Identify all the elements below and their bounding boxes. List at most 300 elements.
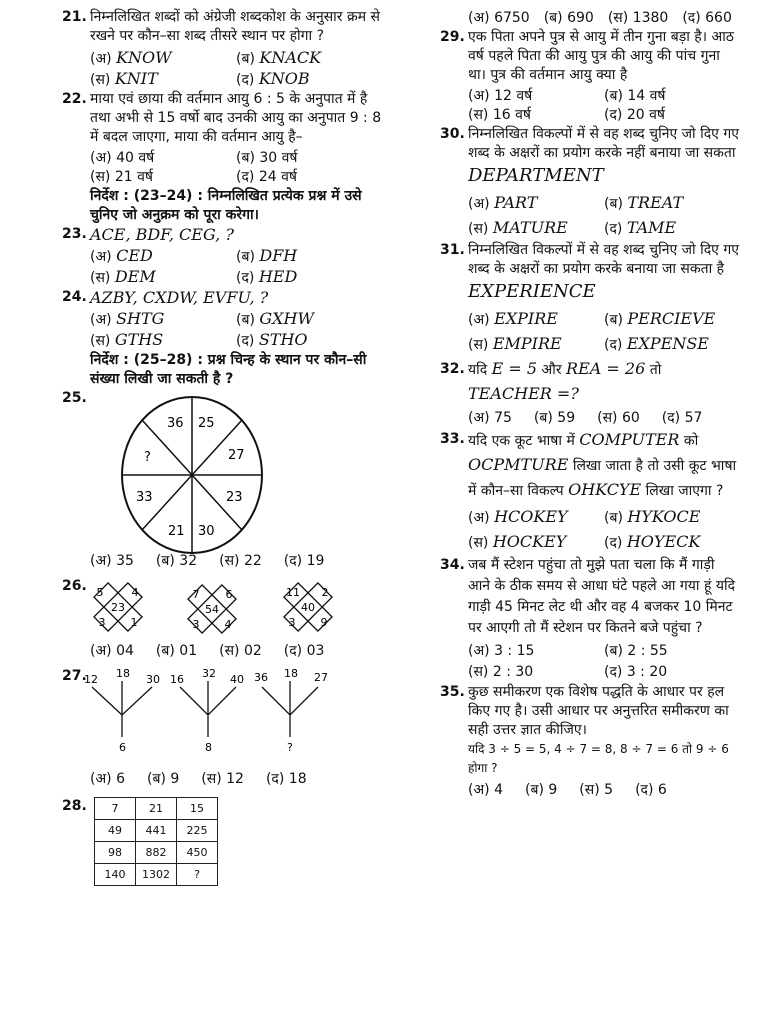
question-29 <box>440 28 740 85</box>
diamond-figure-1 <box>84 577 152 639</box>
option[interactable] <box>468 505 604 530</box>
table-cell: 225 <box>177 820 218 842</box>
option-key: (द) <box>604 535 623 551</box>
option-value: 3 : 20 <box>626 664 668 680</box>
option-value: 3 : 15 <box>494 643 535 659</box>
circle-value: 36 <box>167 416 184 431</box>
option-value: 03 <box>306 643 325 659</box>
option[interactable] <box>284 641 325 661</box>
option-value: 18 <box>288 771 307 787</box>
question-25 <box>62 389 382 549</box>
option[interactable] <box>604 505 740 530</box>
option[interactable] <box>90 168 236 187</box>
option-key: (स) <box>468 221 489 237</box>
table-row <box>95 798 218 820</box>
option-value: EXPENSE <box>626 334 709 353</box>
option-value: HED <box>258 267 298 286</box>
question-number: 27. <box>62 668 87 684</box>
option[interactable] <box>468 8 530 28</box>
option[interactable] <box>90 246 236 267</box>
option-value: 35 <box>116 553 134 569</box>
question-31 <box>440 241 740 305</box>
option-key: (अ) <box>90 771 112 787</box>
tree-value: 12 <box>84 673 98 686</box>
circle-figure <box>92 395 292 555</box>
circle-value: 25 <box>198 416 215 431</box>
option-key: (स) <box>468 535 489 551</box>
circle-value: 30 <box>198 524 215 539</box>
option-key: (स) <box>201 771 222 787</box>
diamond-value: 9 <box>320 616 328 629</box>
options-21 <box>62 48 382 90</box>
options-26 <box>62 641 382 661</box>
given-word: DEPARTMENT <box>468 165 604 186</box>
question-23 <box>62 225 382 244</box>
table-cell: 21 <box>136 798 177 820</box>
tree-value: 6 <box>119 741 126 754</box>
diamond-figure-3 <box>274 577 342 639</box>
option-value: KNOB <box>258 69 310 88</box>
question-number: 32. <box>440 361 465 377</box>
table-cell: 7 <box>95 798 136 820</box>
option-key: (अ) <box>468 10 490 26</box>
option-key: (ब) <box>236 51 255 67</box>
option-key: (अ) <box>468 510 490 526</box>
option-key: (द) <box>283 643 303 659</box>
option-key: (अ) <box>90 249 112 265</box>
option-key: (स) <box>90 72 111 88</box>
tree-value: 30 <box>146 673 160 686</box>
question-number: 29. <box>440 29 465 45</box>
option-key: (अ) <box>468 410 490 426</box>
diamond-value: 4 <box>131 586 139 599</box>
option-value: 04 <box>116 643 134 659</box>
option-key: (अ) <box>90 553 112 569</box>
question-number: 24. <box>62 289 87 305</box>
diamond-value: 1 <box>130 616 138 629</box>
option-value: 6 <box>657 782 667 798</box>
option-value: 59 <box>557 410 576 426</box>
diamond-value: 4 <box>224 618 232 631</box>
option-key: (स) <box>607 10 629 26</box>
option-key: (स) <box>90 270 111 286</box>
option-value: 75 <box>494 410 512 426</box>
question-24 <box>62 288 382 307</box>
option-key: (अ) <box>468 88 490 104</box>
option-value: KNACK <box>259 48 322 67</box>
options-32 <box>440 408 740 428</box>
option-key: (अ) <box>90 312 112 328</box>
option-value: PERCIEVE <box>627 309 716 328</box>
diamond-value: 3 <box>98 616 106 629</box>
question-text: लिखा जाता है तो उसी कूट भाषा में कौन–सा विकल्प <box>468 458 737 499</box>
option[interactable] <box>236 246 382 267</box>
option[interactable] <box>90 48 236 69</box>
option-value: 9 <box>548 782 558 798</box>
option-key: (द) <box>236 270 255 286</box>
option[interactable] <box>534 408 575 428</box>
given-word: EXPERIENCE <box>468 281 596 302</box>
option[interactable] <box>147 769 179 789</box>
option-value: EMPIRE <box>492 334 562 353</box>
option-value: 2 : 30 <box>492 664 534 680</box>
code-word: COMPUTER <box>579 430 680 449</box>
tree-value: 27 <box>314 671 328 684</box>
option-value: 57 <box>684 410 703 426</box>
option[interactable] <box>236 309 382 330</box>
option-key: (ब) <box>147 771 166 787</box>
question-text: निम्नलिखित विकल्पों में से वह शब्द चुनिए जो दिए गए शब्द के अक्षरों का प्रयोग करके नहीं बनाया जा सकता <box>468 126 739 161</box>
option-key: (अ) <box>90 643 112 659</box>
table-cell: ? <box>177 864 218 886</box>
tree-value: 32 <box>202 667 216 680</box>
option-value: GXHW <box>259 309 314 328</box>
circle-value: 23 <box>226 490 243 505</box>
option-value: 12 वर्ष <box>494 88 533 104</box>
option-value: EXPIRE <box>494 309 558 328</box>
option-key: (ब) <box>155 643 175 659</box>
option-key: (ब) <box>236 249 255 265</box>
question-text: तो <box>649 362 662 378</box>
option[interactable] <box>525 780 557 800</box>
option[interactable] <box>90 149 236 168</box>
question-30 <box>440 125 740 189</box>
option-key: (द) <box>236 169 255 185</box>
tree-figure-1 <box>84 667 160 754</box>
number-table <box>94 797 218 886</box>
instruction-23-24: निर्देश : (23–24) : निम्नलिखित प्रत्येक प्रश्न में उसे चुनिए जो अनुक्रम को पूरा करेगा। <box>90 188 362 223</box>
options-27 <box>62 769 382 789</box>
option-value: 22 <box>243 553 262 569</box>
option-key: (स) <box>468 337 489 353</box>
option[interactable] <box>604 641 740 662</box>
option[interactable] <box>468 307 604 332</box>
option-key: (अ) <box>468 196 490 212</box>
table-cell: 49 <box>95 820 136 842</box>
option-value: DEM <box>114 267 156 286</box>
option-value: 14 वर्ष <box>627 88 666 104</box>
option-key: (द) <box>604 221 623 237</box>
option-key: (ब) <box>533 410 553 426</box>
option-value: 9 <box>170 771 180 787</box>
option[interactable] <box>604 307 740 332</box>
question-text: कुछ समीकरण एक विशेष पद्धति के आधार पर हल किए गए है। उसी आधार पर अनुत्तरित समीकरण का सही उत्तर ज्ञात कीजिए। <box>468 684 729 738</box>
left-column <box>62 8 382 888</box>
option-key: (द) <box>635 782 654 798</box>
question-32 <box>440 357 740 406</box>
option[interactable] <box>90 267 236 288</box>
question-number: 25. <box>62 390 87 406</box>
options-30 <box>440 191 740 241</box>
option[interactable] <box>604 662 740 683</box>
option-key: (स) <box>219 643 240 659</box>
option-value: 690 <box>567 10 594 26</box>
option-value: SHTG <box>116 309 165 328</box>
right-column <box>440 8 740 800</box>
circle-value: ? <box>144 450 151 465</box>
table-cell: 882 <box>136 842 177 864</box>
option[interactable] <box>468 780 503 800</box>
option-value: 12 <box>226 771 244 787</box>
options-22 <box>62 149 382 187</box>
circle-value: 27 <box>228 448 245 463</box>
option-key: (द) <box>236 72 255 88</box>
equation: यदि 3 ÷ 5 = 5, 4 ÷ 7 = 8, 8 ÷ 7 = 6 तो 9 ÷ 6 होगा ? <box>468 742 729 775</box>
option-value: CED <box>116 246 153 265</box>
option-value: 32 <box>179 553 198 569</box>
option[interactable] <box>468 332 604 357</box>
table-cell: 15 <box>177 798 218 820</box>
option-value: HYKOCE <box>627 507 701 526</box>
options-28 <box>440 8 740 28</box>
options-29 <box>440 87 740 125</box>
tree-value: 8 <box>205 741 212 754</box>
option-value: 21 वर्ष <box>114 169 153 185</box>
option-value: 1380 <box>632 10 669 26</box>
option-value: PART <box>494 193 538 212</box>
question-34 <box>440 555 740 639</box>
option-key: (द) <box>604 337 623 353</box>
question-number: 34. <box>440 557 465 573</box>
tree-value: 18 <box>116 667 130 680</box>
question-number: 28. <box>62 798 87 814</box>
diamond-figure-2 <box>178 577 246 639</box>
option-key: (द) <box>265 771 285 787</box>
equation: E = 5 <box>491 359 538 378</box>
question-21 <box>62 8 382 46</box>
option-value: 30 वर्ष <box>259 150 298 166</box>
option[interactable] <box>608 8 668 28</box>
table-row <box>95 842 218 864</box>
option[interactable] <box>604 530 740 555</box>
option[interactable] <box>266 769 307 789</box>
table-cell: 441 <box>136 820 177 842</box>
option-value: 40 वर्ष <box>116 150 155 166</box>
question-text: यदि एक कूट भाषा में <box>468 433 575 449</box>
tree-value: ? <box>287 741 293 754</box>
option[interactable] <box>468 641 604 662</box>
question-22 <box>62 90 382 147</box>
code-word: OHKCYE <box>568 480 642 499</box>
diamond-value: 7 <box>192 588 200 601</box>
option[interactable] <box>90 769 125 789</box>
table-cell: 98 <box>95 842 136 864</box>
table-cell: 1302 <box>136 864 177 886</box>
option-key: (अ) <box>468 782 490 798</box>
option-value: 19 <box>306 553 325 569</box>
option-key: (स) <box>597 410 618 426</box>
tree-value: 40 <box>230 673 244 686</box>
option-key: (द) <box>661 410 681 426</box>
option[interactable] <box>468 191 604 216</box>
option[interactable] <box>468 216 604 241</box>
question-28 <box>62 797 382 886</box>
option-key: (ब) <box>155 553 175 569</box>
option[interactable] <box>662 408 703 428</box>
option-key: (ब) <box>236 150 255 166</box>
option[interactable] <box>90 309 236 330</box>
question-text: लिखा जाएगा ? <box>645 483 724 499</box>
question-number: 21. <box>62 9 87 25</box>
option-key: (द) <box>682 10 701 26</box>
tree-value: 18 <box>284 667 298 680</box>
equation: REA = 26 <box>566 359 646 378</box>
instruction-25-28: निर्देश : (25–28) : प्रश्न चिन्ह के स्थान पर कौन–सी संख्या लिखी जा सकती है ? <box>90 352 367 387</box>
diamond-value: 23 <box>111 601 125 614</box>
option[interactable] <box>236 69 382 90</box>
option[interactable] <box>682 8 732 28</box>
options-35 <box>440 780 740 800</box>
option[interactable] <box>236 168 382 187</box>
options-24 <box>62 309 382 351</box>
option-key: (ब) <box>604 643 623 659</box>
question-number: 22. <box>62 91 87 107</box>
question-number: 30. <box>440 126 465 142</box>
question-text: AZBY, CXDW, EVFU, ? <box>90 288 269 307</box>
option-key: (द) <box>604 664 623 680</box>
option[interactable] <box>544 8 594 28</box>
question-text: निम्नलिखित शब्दों को अंग्रेजी शब्दकोश के अनुसार क्रम से रखने पर कौन–सा शब्द तीसरे स्थान पर होगा ? <box>90 9 381 44</box>
question-text: जब मैं स्टेशन पहुंचा तो मुझे पता चला कि मैं गाड़ी आने के ठीक समय से आधा घंटे पहले आ गया हूं यदि गाड़ी 45 मिनट लेट थी और वह 4 बजकर 10 मिनट पर आएगी तो मैं स्टेशन पर कितने बजे पहुंचा ? <box>468 557 736 636</box>
option[interactable] <box>201 769 244 789</box>
option[interactable] <box>604 216 740 241</box>
question-number: 31. <box>440 242 465 258</box>
diamond-value: 3 <box>192 618 200 631</box>
option-value: 6 <box>116 771 125 787</box>
question-text: यदि <box>468 362 488 378</box>
option[interactable] <box>90 641 134 661</box>
table-row <box>95 864 218 886</box>
diamond-value: 5 <box>96 586 104 599</box>
question-text: और <box>541 362 562 378</box>
option-key: (द) <box>283 553 303 569</box>
option-key: (स) <box>468 107 489 123</box>
question-number: 26. <box>62 578 87 594</box>
option[interactable] <box>468 87 604 106</box>
question-text: निम्नलिखित विकल्पों में से वह शब्द चुनिए जो दिए गए शब्द के अक्षरों का प्रयोग करके बनाया जा सकता है <box>468 242 739 277</box>
option[interactable] <box>219 641 262 661</box>
question-text: को <box>683 433 699 449</box>
option-key: (ब) <box>604 196 623 212</box>
tree-figure-3 <box>254 667 328 754</box>
option-key: (ब) <box>604 88 623 104</box>
option-key: (स) <box>468 664 489 680</box>
option[interactable] <box>604 191 740 216</box>
option-value: 02 <box>243 643 262 659</box>
question-text: ACE, BDF, CEG, ? <box>90 225 234 244</box>
option-key: (स) <box>90 333 111 349</box>
option-key: (अ) <box>90 51 112 67</box>
equation: TEACHER =? <box>468 384 579 403</box>
option[interactable] <box>236 267 382 288</box>
option-key: (ब) <box>525 782 544 798</box>
option-value: 660 <box>705 10 732 26</box>
option-key: (ब) <box>236 312 255 328</box>
question-33 <box>440 428 740 503</box>
options-33 <box>440 505 740 555</box>
table-cell: 140 <box>95 864 136 886</box>
diamond-value: 54 <box>205 603 219 616</box>
options-31 <box>440 307 740 357</box>
option-key: (ब) <box>604 510 623 526</box>
diamond-value: 40 <box>301 601 315 614</box>
option[interactable] <box>90 330 236 351</box>
option[interactable] <box>597 408 640 428</box>
option-value: STHO <box>258 330 308 349</box>
option-value: TAME <box>626 218 677 237</box>
question-35 <box>440 683 740 778</box>
option[interactable] <box>468 530 604 555</box>
option[interactable] <box>236 48 382 69</box>
question-text: एक पिता अपने पुत्र से आयु में तीन गुना बड़ा है। आठ वर्ष पहले पिता की आयु पुत्र की आयु की पांच गुना था। पुत्र की वर्तमान आयु क्या है <box>468 29 734 83</box>
question-27 <box>62 667 382 767</box>
option[interactable] <box>90 69 236 90</box>
option-value: DFH <box>259 246 298 265</box>
option-key: (द) <box>604 107 623 123</box>
diamond-value: 2 <box>321 586 329 599</box>
option-key: (ब) <box>543 10 563 26</box>
option[interactable] <box>604 87 740 106</box>
options-23 <box>62 246 382 288</box>
tree-figure-2 <box>170 667 244 754</box>
option[interactable] <box>236 330 382 351</box>
option[interactable] <box>236 149 382 168</box>
option[interactable] <box>579 780 613 800</box>
option-value: 6750 <box>494 10 530 26</box>
question-number: 35. <box>440 684 465 700</box>
option-value: 2 : 55 <box>627 643 668 659</box>
option-key: (अ) <box>90 150 112 166</box>
options-34 <box>440 641 740 683</box>
option[interactable] <box>604 332 740 357</box>
tree-value: 36 <box>254 671 268 684</box>
option[interactable] <box>156 641 197 661</box>
diamond-value: 3 <box>288 616 296 629</box>
option-value: KNIT <box>114 69 158 88</box>
option-value: KNOW <box>116 48 172 67</box>
option-key: (ब) <box>604 312 623 328</box>
option-key: (स) <box>219 553 240 569</box>
option[interactable] <box>635 780 667 800</box>
option-value: TREAT <box>627 193 684 212</box>
option-key: (स) <box>90 169 111 185</box>
option-value: 20 वर्ष <box>626 107 665 123</box>
diamond-value: 6 <box>225 588 233 601</box>
option-value: 60 <box>621 410 640 426</box>
table-row <box>95 820 218 842</box>
circle-value: 21 <box>168 524 185 539</box>
option[interactable] <box>468 662 604 683</box>
option-value: GTHS <box>114 330 164 349</box>
option-value: HOYECK <box>626 532 701 551</box>
question-text: माया एवं छाया की वर्तमान आयु 6 : 5 के अनुपात में है तथा अभी से 15 वर्षो बाद उनकी आयु का अनुपात 9 : 8 में बदल जाएगा, माया की वर्तमान आयु है– <box>90 91 382 145</box>
option[interactable] <box>468 106 604 125</box>
question-number: 23. <box>62 226 87 242</box>
tree-figures <box>82 667 382 767</box>
option-value: 24 वर्ष <box>258 169 297 185</box>
option[interactable] <box>468 408 512 428</box>
option-value: 16 वर्ष <box>492 107 531 123</box>
option-key: (स) <box>579 782 600 798</box>
option-key: (अ) <box>468 643 490 659</box>
option-key: (द) <box>236 333 255 349</box>
circle-value: 33 <box>136 490 153 505</box>
table-cell: 450 <box>177 842 218 864</box>
option-value: HCOKEY <box>494 507 568 526</box>
tree-value: 16 <box>170 673 184 686</box>
option[interactable] <box>604 106 740 125</box>
option-key: (अ) <box>468 312 490 328</box>
